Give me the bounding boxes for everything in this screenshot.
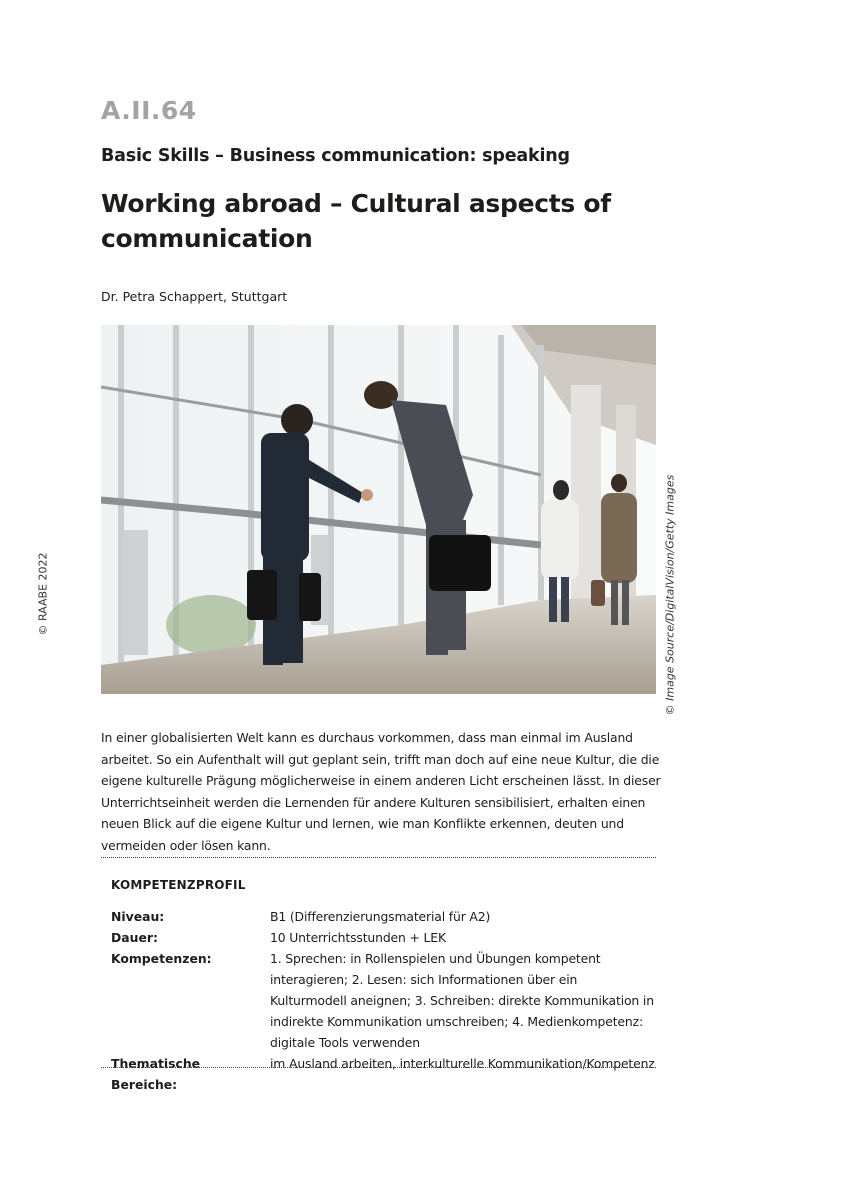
profile-row-kompetenzen xyxy=(111,948,656,1053)
dotted-divider xyxy=(101,1067,656,1068)
profile-heading: KOMPETENZPROFIL xyxy=(111,878,246,892)
profile-row-dauer xyxy=(111,927,656,948)
profile-value: 10 Unterrichtsstunden + LEK xyxy=(270,930,446,945)
profile-value: im Ausland arbeiten, interkulturelle Kommunikation/Kompetenz xyxy=(270,1056,655,1071)
profile-value: 1. Sprechen: in Rollenspielen und Übungen kompetent interagieren; 2. Lesen: sich Informationen über ein Kulturmodell aneignen; 3. Schreiben: direkte Kommunikation in indirekte Kommunikation umschreiben; 4. Medienkompetenz: digitale Tools verwenden xyxy=(270,951,654,1050)
cover-photo xyxy=(101,325,656,694)
profile-row-niveau xyxy=(111,906,656,927)
author-line: Dr. Petra Schappert, Stuttgart xyxy=(101,289,288,304)
business-bow-handshake-photo-icon xyxy=(101,325,656,694)
photo-credit: © Image Source/DigitalVision/Getty Images xyxy=(663,474,677,716)
profile-value: B1 (Differenzierungsmaterial für A2) xyxy=(270,909,491,924)
document-code: A.II.64 xyxy=(101,96,197,125)
profile-label: Dauer: xyxy=(111,930,158,945)
profile-label: Niveau: xyxy=(111,909,165,924)
profile-label: Kompetenzen: xyxy=(111,951,212,966)
dotted-divider xyxy=(101,857,656,858)
intro-paragraph: In einer globalisierten Welt kann es durchaus vorkommen, dass man einmal im Ausland arbeitet. So ein Aufenthalt will gut geplant sein, trifft man doch auf eine neue Kultur, die die eigene kulturelle Prägung möglicherweise in einem anderen Licht erscheinen lässt. In dieser Unterrichtseinheit werden die Lernenden für andere Kulturen sensibilisiert, erhalten einen neuen Blick auf die eigene Kultur und lernen, wie man Konflikte erkennen, deuten und vermeiden oder lösen kann. xyxy=(101,730,661,853)
document-subtitle: Basic Skills – Business communication: speaking xyxy=(101,146,570,166)
profile-row-themen xyxy=(111,1053,656,1095)
profile-label: Thematische Bereiche: xyxy=(111,1056,201,1092)
side-copyright: © RAABE 2022 xyxy=(36,552,50,636)
document-title: Working abroad – Cultural aspects of communication xyxy=(101,189,611,253)
